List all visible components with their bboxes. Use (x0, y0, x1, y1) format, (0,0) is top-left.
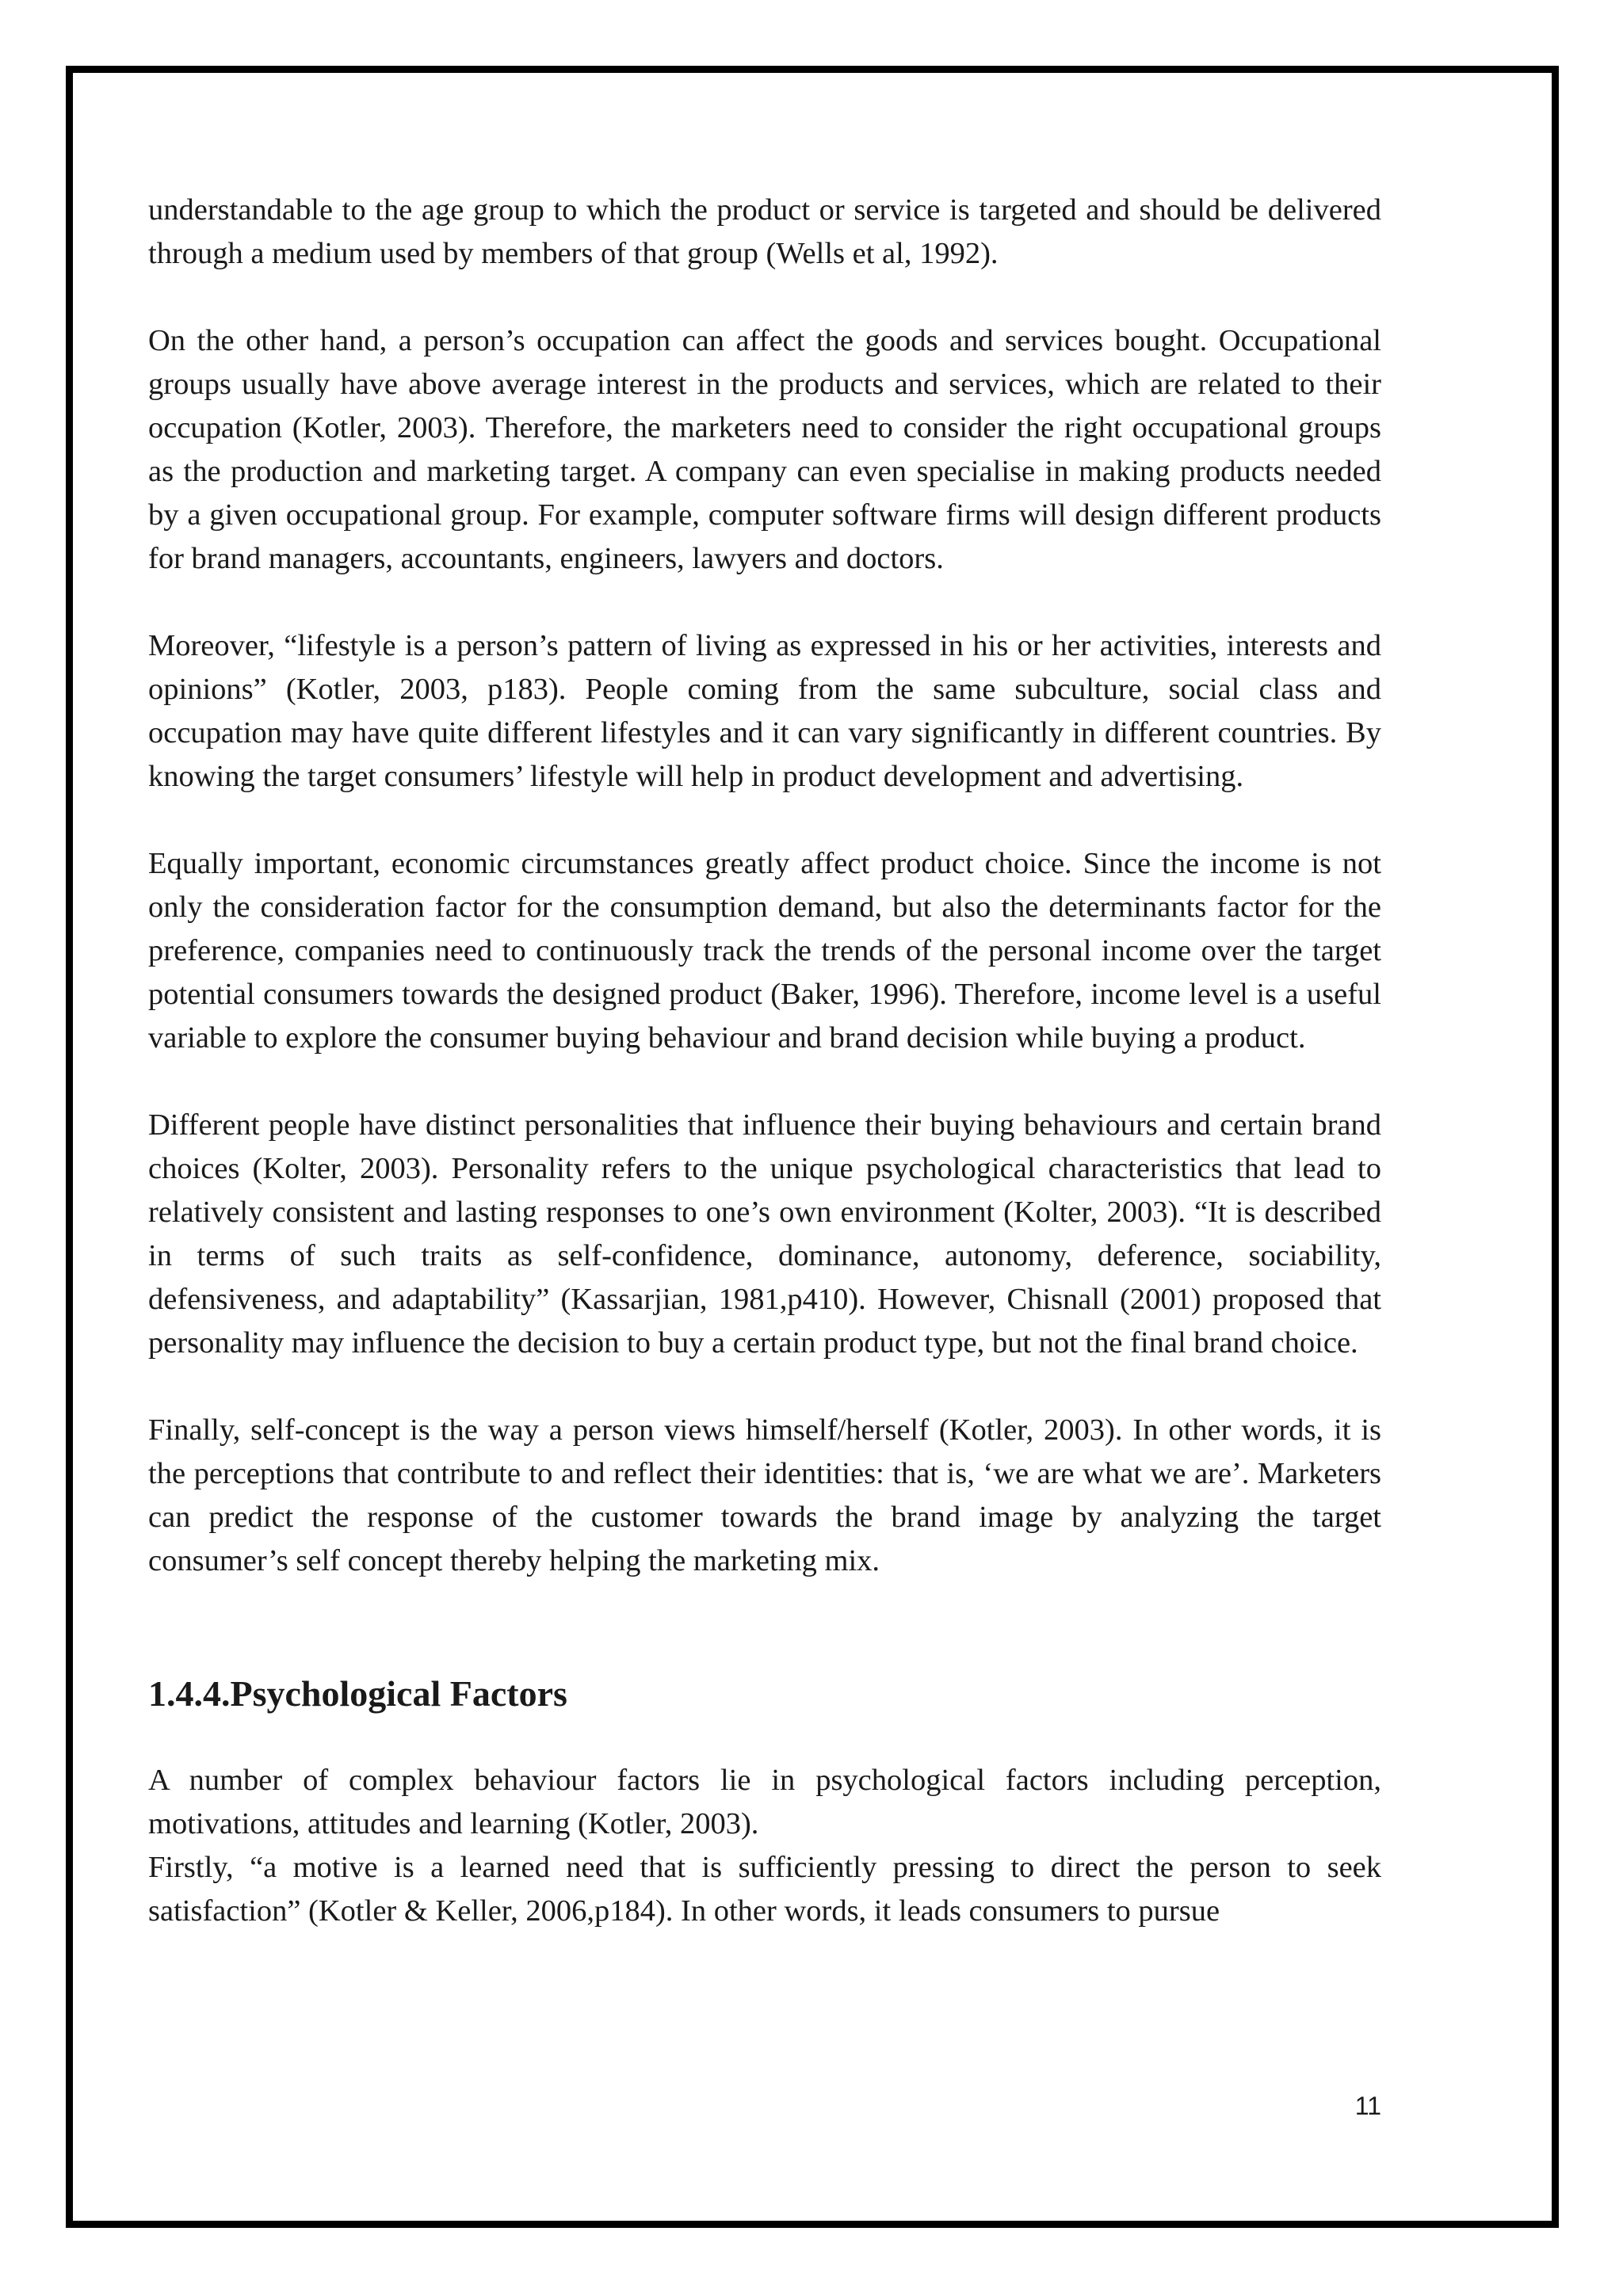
paragraph-motive: Firstly, “a motive is a learned need that is sufficiently pressing to direct the person to seek satisfaction” (Kotler & Keller, 2006,p184). In other words, it leads consumers to pursue (148, 1851, 1381, 1928)
document-body (148, 189, 1381, 1933)
paragraph-personality: Different people have distinct personalities that influence their buying behaviours and certain brand choices (Kolter, 2003). Personality refers to the unique psychological characteristics that lead to relatively consistent and lasting responses to one’s own environment (Kolter, 2003). “It is described in terms of such traits as self-confidence, dominance, autonomy, deference, sociability, defensiveness, and adaptability” (Kassarjian, 1981,p410). However, Chisnall (2001) proposed that personality may influence the decision to buy a certain product type, but not the final brand choice. (148, 1108, 1381, 1360)
paragraph-lifestyle: Moreover, “lifestyle is a person’s pattern of living as expressed in his or her activities, interests and opinions” (Kotler, 2003, p183). People coming from the same subculture, social class and occupation may have quite different lifestyles and it can vary significantly in different countries. By knowing the target consumers’ lifestyle will help in product development and advertising. (148, 629, 1381, 793)
section-heading-psychological-factors: 1.4.4.Psychological Factors (148, 1673, 567, 1714)
paragraph-psychological-intro: A number of complex behaviour factors lie in psychological factors including perception, motivations, attitudes and learning (Kotler, 2003). (148, 1764, 1381, 1840)
paragraph-occupation: On the other hand, a person’s occupation can affect the goods and services bought. Occupational groups usually have above average interest in the products and services, which are related to their occupation (Kotler, 2003). Therefore, the marketers need to consider the right occupational groups as the production and marketing target. A company can even specialise in making products needed by a given occupational group. For example, computer software firms will design different products for brand managers, accountants, engineers, lawyers and doctors. (148, 324, 1381, 575)
paragraph-self-concept: Finally, self-concept is the way a person views himself/herself (Kotler, 2003). In other words, it is the perceptions that contribute to and reflect their identities: that is, ‘we are what we are’. Marketers can predict the response of the customer towards the brand image by analyzing the target consumer’s self concept thereby helping the marketing mix. (148, 1413, 1381, 1577)
paragraph-age-group: understandable to the age group to which the product or service is targeted and should be delivered through a medium used by members of that group (Wells et al, 1992). (148, 193, 1381, 270)
page-number: 11 (1354, 2092, 1381, 2120)
paragraph-economic-circumstances: Equally important, economic circumstances greatly affect product choice. Since the income is not only the consideration factor for the consumption demand, but also the determinants factor for the preference, companies need to continuously track the trends of the personal income over the target potential consumers towards the designed product (Baker, 1996). Therefore, income level is a useful variable to explore the consumer buying behaviour and brand decision while buying a product. (148, 847, 1381, 1055)
